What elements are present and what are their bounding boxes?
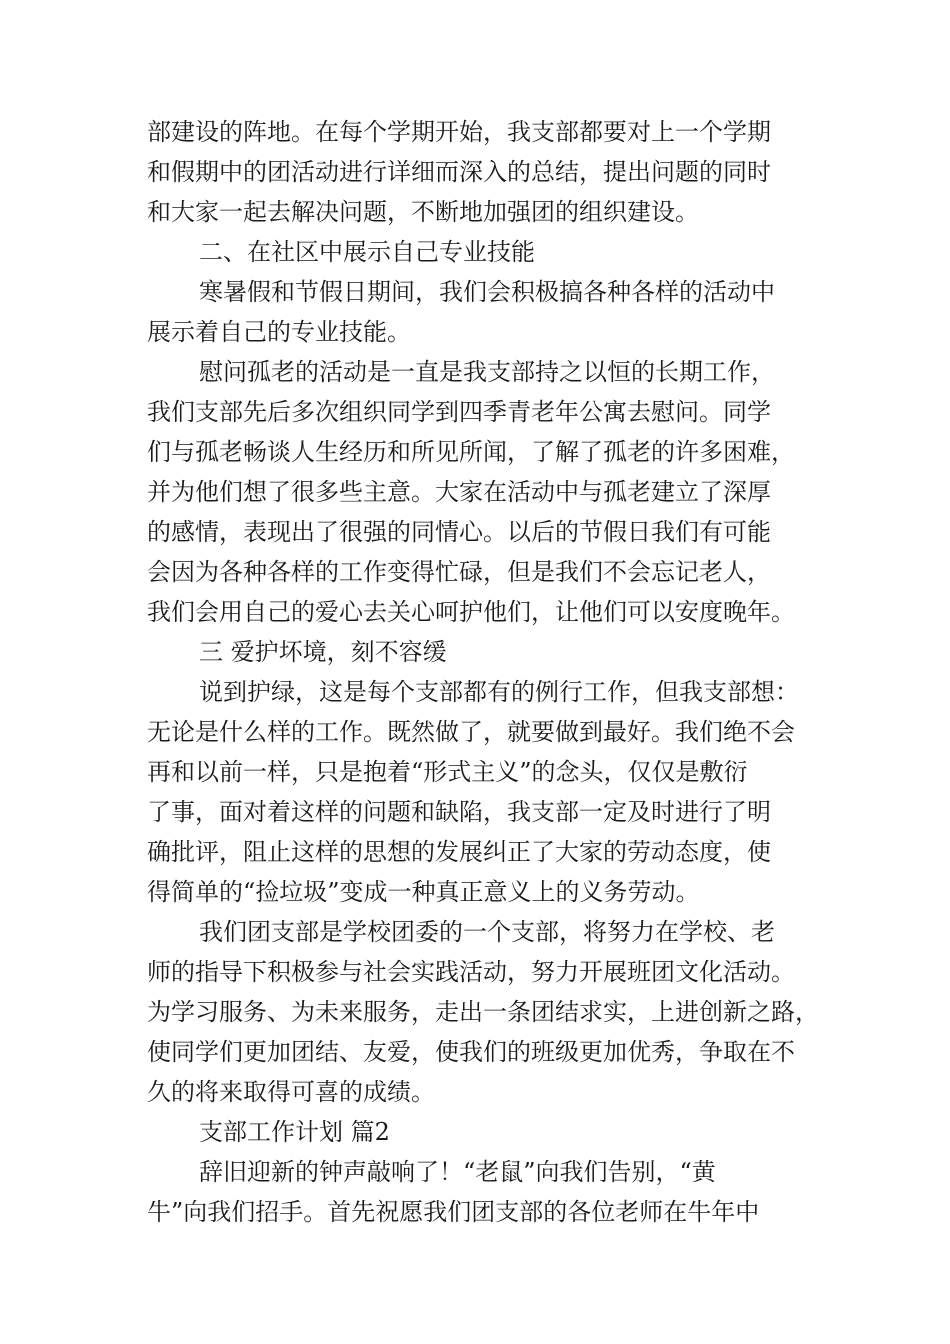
text-line: 辞旧迎新的钟声敲响了！“老鼠”向我们告别，“黄	[199, 1158, 716, 1186]
paragraph	[147, 272, 807, 352]
text-line: 牛”向我们招手。首先祝愿我们团支部的各位老师在牛年中	[147, 1198, 760, 1226]
paragraph	[147, 912, 819, 1112]
text-line: 并为他们想了很多些主意。大家在活动中与孤老建立了深厚	[147, 478, 771, 506]
text-line: 慰问孤老的活动是一直是我支部持之以恒的长期工作，	[199, 358, 775, 386]
text-line: 师的指导下积极参与社会实践活动，努力开展班团文化活动。	[147, 958, 795, 986]
section-heading	[147, 1112, 807, 1152]
text-line: 我们会用自己的爱心去关心呵护他们，让他们可以安度晚年。	[147, 598, 795, 626]
paragraph	[147, 112, 807, 232]
text-line: 的感情，表现出了很强的同情心。以后的节假日我们有可能	[147, 518, 771, 546]
text-line: 为学习服务、为未来服务，走出一条团结求实，上进创新之路，	[147, 998, 819, 1026]
text-line: 展示着自己的专业技能。	[147, 318, 411, 346]
heading-text: 三 爱护坏境，刻不容缓	[199, 638, 447, 666]
paragraph	[147, 672, 807, 912]
document-body	[147, 112, 819, 1232]
text-line: 们与孤老畅谈人生经历和所见所闻，了解了孤老的许多困难，	[147, 438, 795, 466]
text-line: 得简单的“捡垃圾”变成一种真正意义上的义务劳动。	[147, 878, 700, 906]
text-line: 久的将来取得可喜的成绩。	[147, 1078, 435, 1106]
text-line: 再和以前一样，只是抱着“形式主义”的念头，仅仅是敷衍	[147, 758, 748, 786]
heading-text: 支部工作计划 篇2	[199, 1118, 390, 1146]
paragraph	[147, 352, 807, 632]
text-line: 我们支部先后多次组织同学到四季青老年公寓去慰问。同学	[147, 398, 771, 426]
text-line: 部建设的阵地。在每个学期开始，我支部都要对上一个学期	[147, 118, 771, 146]
paragraph	[147, 1152, 807, 1232]
text-line: 我们团支部是学校团委的一个支部，将努力在学校、老	[199, 918, 775, 946]
text-line: 了事，面对着这样的问题和缺陷，我支部一定及时进行了明	[147, 798, 771, 826]
section-heading	[147, 232, 807, 272]
text-line: 确批评，阻止这样的思想的发展纠正了大家的劳动态度，使	[147, 838, 771, 866]
text-line: 无论是什么样的工作。既然做了，就要做到最好。我们绝不会	[147, 718, 795, 746]
text-line: 说到护绿，这是每个支部都有的例行工作，但我支部想：	[199, 678, 799, 706]
text-line: 会因为各种各样的工作变得忙碌，但是我们不会忘记老人，	[147, 558, 771, 586]
text-line: 寒暑假和节假日期间，我们会积极搞各种各样的活动中	[199, 278, 775, 306]
text-line: 和假期中的团活动进行详细而深入的总结，提出问题的同时	[147, 158, 771, 186]
section-heading	[147, 632, 807, 672]
text-line: 和大家一起去解决问题，不断地加强团的组织建设。	[147, 198, 699, 226]
heading-text: 二、在社区中展示自己专业技能	[199, 238, 535, 266]
text-line: 使同学们更加团结、友爱，使我们的班级更加优秀，争取在不	[147, 1038, 795, 1066]
